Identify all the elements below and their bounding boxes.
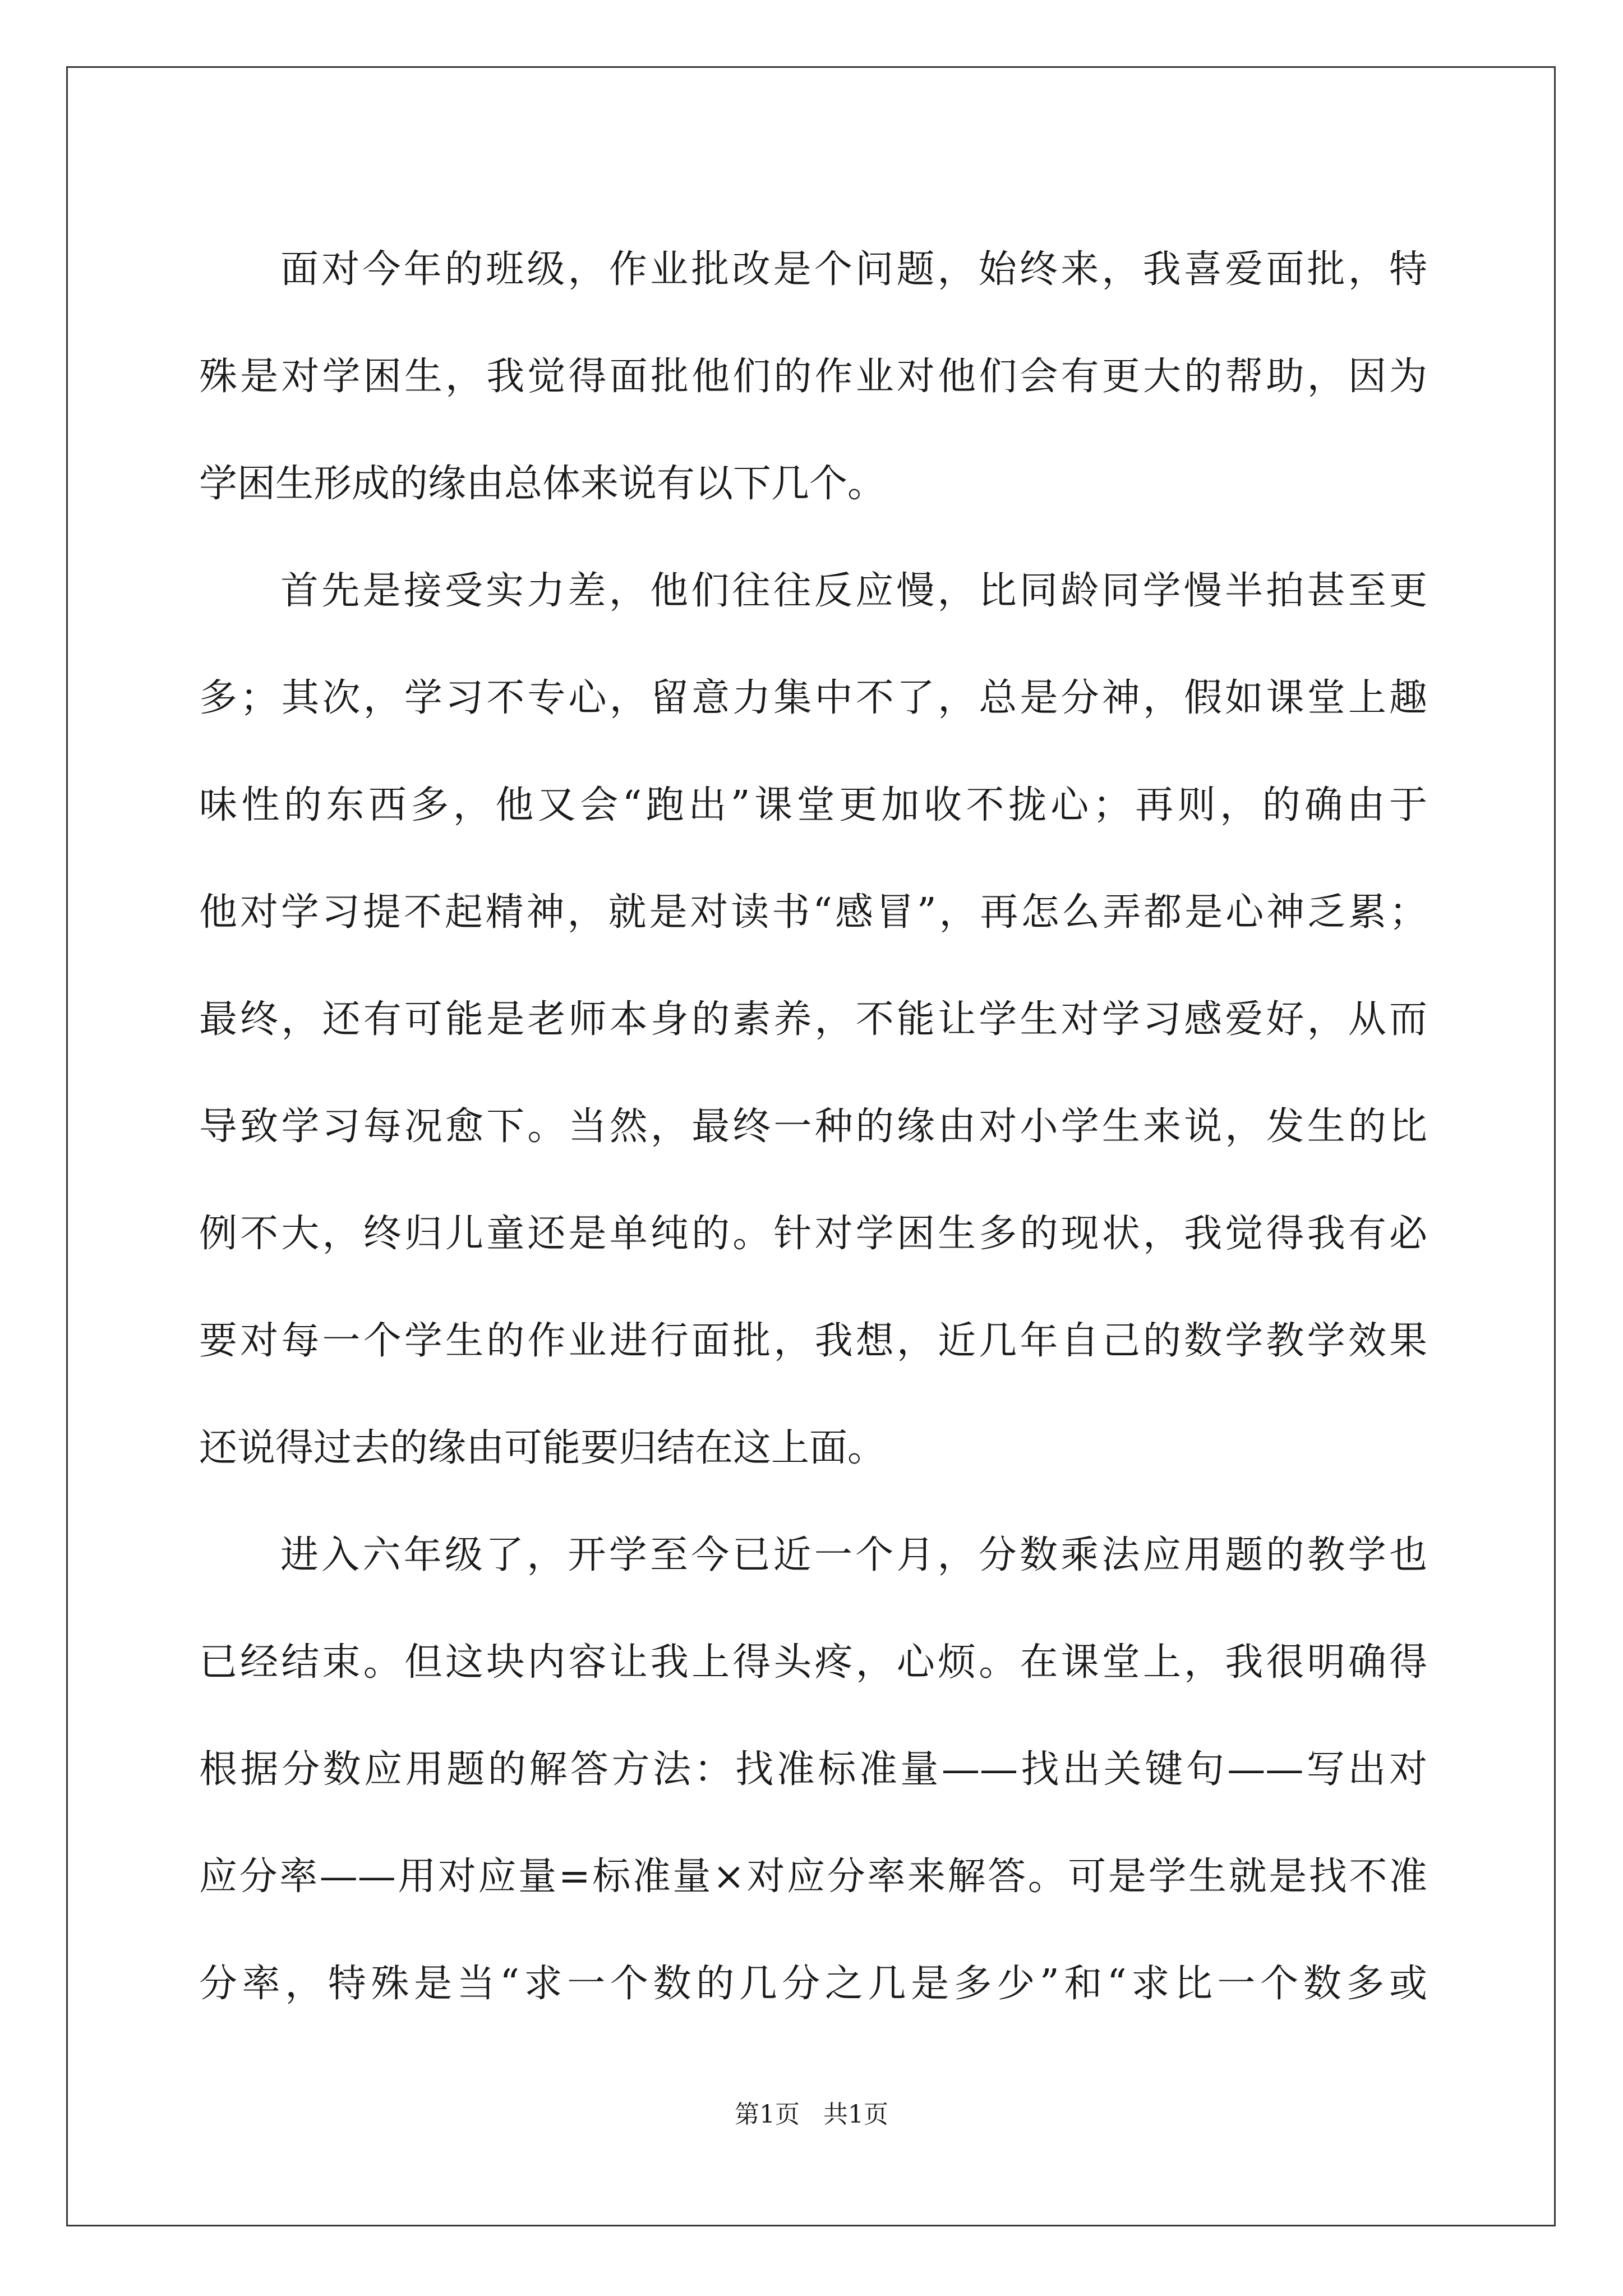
text-line-content: 应分率——用对应量=标准量×对应分率来解答。可是学生就是找不准 [199, 1855, 1427, 1899]
text-line-content: 他对学习提不起精神，就是对读书“感冒”，再怎么弄都是心神乏累； [199, 890, 1427, 935]
text-line [199, 323, 1427, 430]
body-text [199, 216, 1427, 2037]
text-line-content: 首先是接受实力差，他们往往反应慢，比同龄同学慢半拍甚至更 [280, 569, 1427, 613]
text-line-content: 学困生形成的缘由总体来说有以下几个。 [199, 462, 886, 506]
text-line [199, 752, 1427, 859]
text-line [199, 1502, 1427, 1609]
text-line-content: 最终，还有可能是老师本身的素养，不能让学生对学习感爱好，从而 [199, 997, 1427, 1042]
text-line [199, 1073, 1427, 1180]
text-line-content: 根据分数应用题的解答方法：找准标准量——找出关键句——写出对 [199, 1747, 1427, 1792]
text-line [199, 966, 1427, 1073]
text-line [199, 1823, 1427, 1930]
text-line [199, 430, 1427, 537]
page-footer: 第1页 共1页 [735, 2100, 888, 2129]
text-line-content: 进入六年级了，开学至今已近一个月，分数乘法应用题的教学也 [280, 1533, 1427, 1577]
text-line [199, 216, 1427, 323]
text-line-content: 面对今年的班级，作业批改是个问题，始终来，我喜爱面批，特 [280, 247, 1427, 292]
text-line-content: 还说得过去的缘由可能要归结在这上面。 [199, 1426, 886, 1470]
text-line-content: 多；其次，学习不专心，留意力集中不了，总是分神，假如课堂上趣 [199, 676, 1427, 720]
text-line-content: 分率，特殊是当“求一个数的几分之几是多少”和“求比一个数多或 [199, 1962, 1427, 2006]
text-line [199, 1395, 1427, 1502]
text-line [199, 859, 1427, 966]
text-line-content: 导致学习每况愈下。当然，最终一种的缘由对小学生来说，发生的比 [199, 1105, 1427, 1149]
text-line [199, 537, 1427, 645]
text-line-content: 例不大，终归儿童还是单纯的。针对学困生多的现状，我觉得我有必 [199, 1212, 1427, 1256]
text-line [199, 1287, 1427, 1395]
text-line-content: 殊是对学困生，我觉得面批他们的作业对他们会有更大的帮助，因为 [199, 355, 1427, 399]
text-line-content: 已经结束。但这块内容让我上得头疼，心烦。在课堂上，我很明确得 [199, 1640, 1427, 1685]
text-line [199, 1716, 1427, 1823]
text-line [199, 1180, 1427, 1287]
text-line [199, 1609, 1427, 1716]
text-line-content: 要对每一个学生的作业进行面批，我想，近几年自己的数学教学效果 [199, 1319, 1427, 1363]
text-line [199, 645, 1427, 752]
text-line-content: 味性的东西多，他又会“跑出”课堂更加收不拢心；再则，的确由于 [199, 783, 1427, 827]
text-line [199, 1930, 1427, 2037]
